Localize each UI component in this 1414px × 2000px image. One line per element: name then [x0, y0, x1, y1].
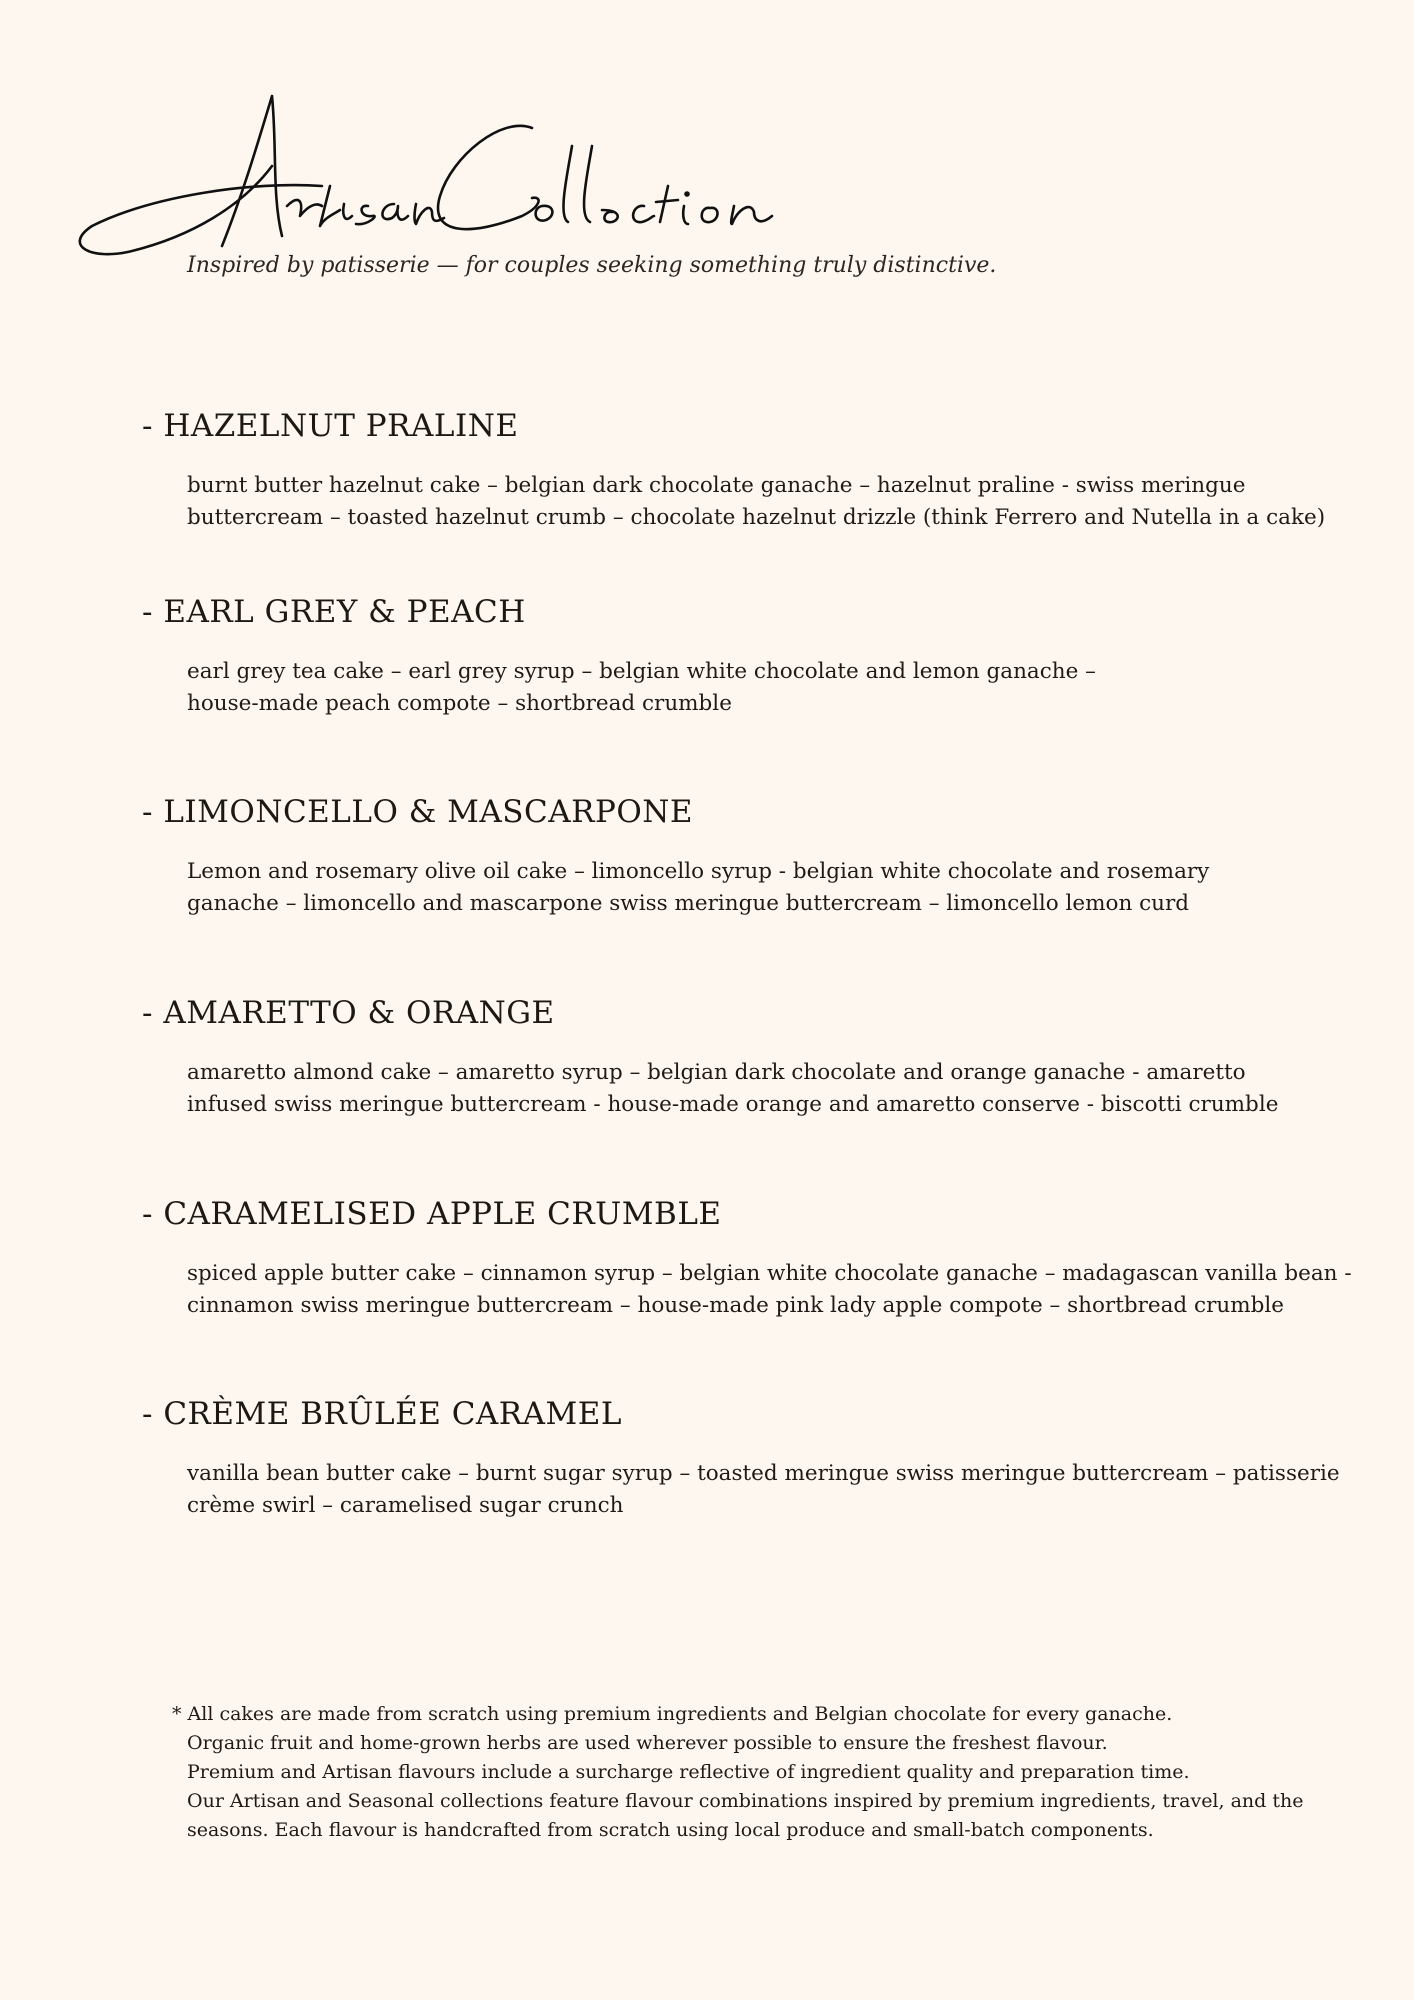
- flavour-description-line: amaretto almond cake – amaretto syrup – belgian dark chocolate and orange ganache - amaretto: [187, 1060, 1246, 1085]
- flavour-description: [187, 1458, 1347, 1522]
- flavour-item: [142, 794, 1342, 920]
- flavour-description-line: cinnamon swiss meringue buttercream – house-made pink lady apple compote – shortbread crumble: [187, 1293, 1284, 1318]
- flavour-name: - CARAMELISED APPLE CRUMBLE: [142, 1196, 722, 1232]
- footnote-line: Premium and Artisan flavours include a surcharge reflective of ingredient quality and preparation time.: [187, 1761, 1190, 1783]
- footnote-line: Organic fruit and home-grown herbs are used wherever possible to ensure the freshest flavour.: [187, 1732, 1108, 1754]
- footnote-line: Our Artisan and Seasonal collections feature flavour combinations inspired by premium ingredients, travel, and the: [187, 1790, 1304, 1812]
- flavour-item: [142, 995, 1342, 1121]
- flavour-description-line: burnt butter hazelnut cake – belgian dark chocolate ganache – hazelnut praline - swiss meringue: [187, 473, 1246, 498]
- flavour-name: - AMARETTO & ORANGE: [142, 995, 555, 1031]
- flavour-description: [187, 856, 1347, 920]
- flavour-description-line: Lemon and rosemary olive oil cake – limoncello syrup - belgian white chocolate and rosemary: [187, 859, 1210, 884]
- flavour-description: [187, 1258, 1352, 1322]
- flavour-item: [142, 1396, 1342, 1522]
- flavour-name: - CRÈME BRÛLÉE CARAMEL: [142, 1396, 622, 1432]
- flavour-description-line: infused swiss meringue buttercream - house-made orange and amaretto conserve - biscotti crumble: [187, 1092, 1279, 1117]
- flavour-list: [142, 0, 1352, 1560]
- flavour-description-line: crème swirl – caramelised sugar crunch: [187, 1493, 624, 1518]
- flavour-description: [187, 656, 1347, 720]
- flavour-item: [142, 1196, 1352, 1322]
- flavour-description-line: buttercream – toasted hazelnut crumb – chocolate hazelnut drizzle (think Ferrero and Nutella in a cake): [187, 505, 1326, 530]
- footnotes: [172, 1700, 1372, 1845]
- flavour-description-line: spiced apple butter cake – cinnamon syrup – belgian white chocolate ganache – madagascan vanilla bean -: [187, 1261, 1352, 1286]
- flavour-name: - EARL GREY & PEACH: [142, 594, 526, 630]
- flavour-description-line: vanilla bean butter cake – burnt sugar syrup – toasted meringue swiss meringue buttercream – patisserie: [187, 1461, 1340, 1486]
- flavour-name: - LIMONCELLO & MASCARPONE: [142, 794, 694, 830]
- flavour-description-line: ganache – limoncello and mascarpone swiss meringue buttercream – limoncello lemon curd: [187, 891, 1190, 916]
- flavour-item: [142, 408, 1342, 534]
- footnote-line: seasons. Each flavour is handcrafted from scratch using local produce and small-batch components.: [187, 1819, 1154, 1841]
- flavour-description-line: earl grey tea cake – earl grey syrup – belgian white chocolate and lemon ganache –: [187, 659, 1096, 684]
- flavour-item: [142, 594, 1342, 720]
- flavour-description: [187, 470, 1347, 534]
- footnote-line: * All cakes are made from scratch using premium ingredients and Belgian chocolate for every ganache.: [172, 1703, 1173, 1725]
- page-subtitle: Inspired by patisserie — for couples seeking something truly distinctive.: [187, 253, 997, 278]
- flavour-name: - HAZELNUT PRALINE: [142, 408, 519, 444]
- flavour-description-line: house-made peach compote – shortbread crumble: [187, 691, 732, 716]
- flavour-description: [187, 1057, 1347, 1121]
